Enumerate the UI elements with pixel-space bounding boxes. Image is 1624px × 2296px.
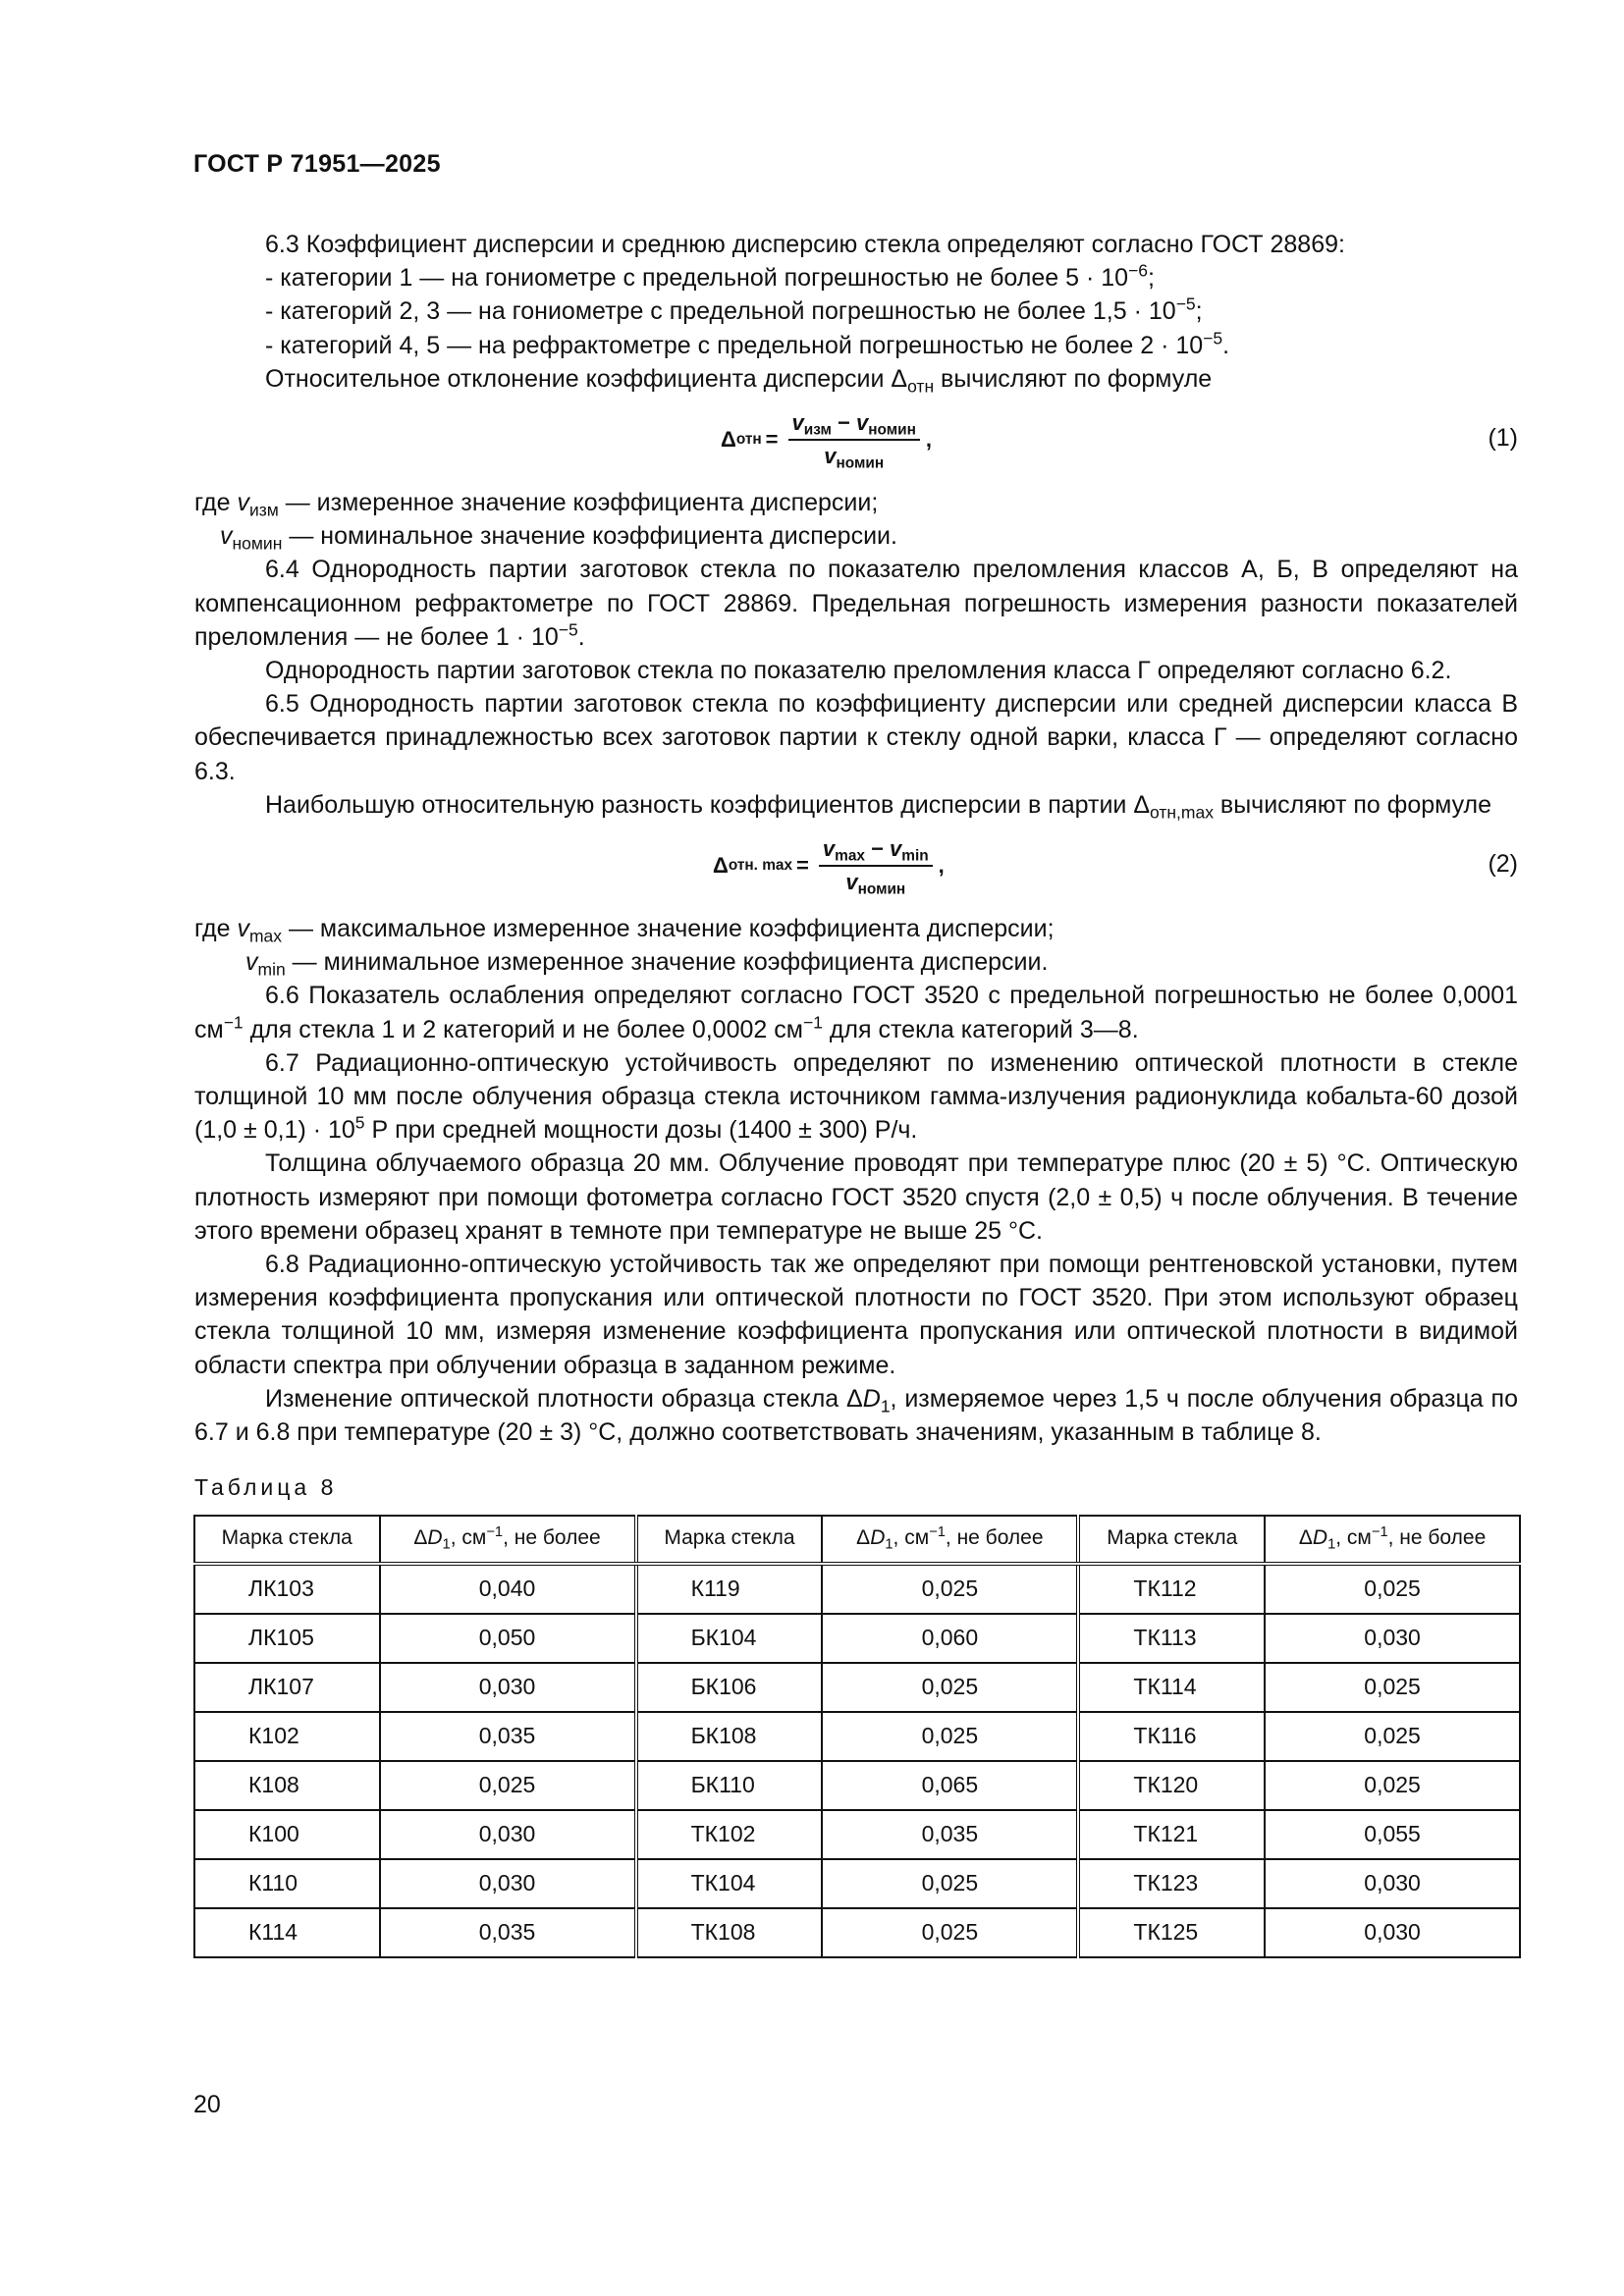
delta-value-cell: 0,025 [1265, 1564, 1520, 1614]
formula-2-number: (2) [1488, 850, 1518, 879]
delta-value-cell: 0,025 [1265, 1663, 1520, 1712]
list-item: - категорий 2, 3 — на гониометре с предельной погрешностью не более $1,5 \cdot 10^{-5}$; [265, 294, 1203, 326]
where-definition: где $v_{max}$ — максимальное измеренное значение коэффициента дисперсии; [194, 915, 1055, 946]
delta-value-cell: 0,035 [380, 1908, 636, 1957]
formula-1-expression: Δ отн = $\frac{v_{изм} - v_{номин}}{v_{номин}}$ , [721, 410, 932, 472]
formula-2-expression: Δ отн. max = $\frac{v_{max} - v_{min}}{v_{номин}}$ , [713, 836, 945, 898]
delta-value-cell: 0,025 [1265, 1761, 1520, 1810]
paragraph-relative-deviation: Относительное отклонение коэффициента дисперсии $\Delta_{отн}$ вычисляют по формуле [265, 364, 1213, 397]
paragraph-6-5: 6.5 Однородность партии заготовок стекла по коэффициенту дисперсии или средней дисперсии класса В обеспечивается принадлежностью всех заготовок партии к стеклу одной варки, класса Г — определяют согласно 6.3. [194, 690, 1518, 785]
delta-value-cell: 0,035 [822, 1810, 1078, 1859]
column-header: $\Delta D_1$, $см^{-1}$, не более [380, 1516, 636, 1564]
paragraph-6-7: 6.7 Радиационно-оптическую устойчивость определяют по изменению оптической плотности в стекле толщиной 10 мм после облучения образца стекла источником гамма-излучения радионуклида кобальта-60 дозой $(1,0 \pm 0,1) \cdot 10^5$ Р при средней мощности дозы (1400 ± 300) Р/ч. [194, 1048, 1518, 1145]
formula-1-number: (1) [1488, 424, 1518, 453]
page-number: 20 [193, 2091, 221, 2118]
paragraph-6-4-b: Однородность партии заготовок стекла по показателю преломления класса Г определяют согласно 6.2. [265, 657, 1452, 685]
glass-grade-cell: К100 [194, 1810, 380, 1859]
table-body [194, 1564, 1520, 1957]
paragraph-6-6: 6.6 Показатель ослабления определяют согласно ГОСТ 3520 с предельной погрешностью не более 0,0001 $см^{-1}$ для стекла 1 и 2 категорий и не более 0,0002 $см^{-1}$ для стекла категорий 3—8. [194, 982, 1518, 1043]
table-caption: Таблица 8 [194, 1474, 338, 1501]
delta-value-cell: 0,030 [380, 1859, 636, 1908]
table-row [194, 1810, 1520, 1859]
glass-grade-cell: ТК102 [636, 1810, 823, 1859]
column-header: Марка стекла [194, 1516, 380, 1564]
table-row [194, 1663, 1520, 1712]
delta-value-cell: 0,025 [822, 1859, 1078, 1908]
glass-grade-cell: ЛК103 [194, 1564, 380, 1614]
document-header: ГОСТ Р 71951—2025 [193, 150, 441, 178]
glass-grade-cell: ТК112 [1078, 1564, 1265, 1614]
glass-grade-cell: ЛК107 [194, 1663, 380, 1712]
delta-value-cell: 0,065 [822, 1761, 1078, 1810]
delta-value-cell: 0,060 [822, 1614, 1078, 1663]
delta-value-cell: 0,025 [822, 1564, 1078, 1614]
glass-grade-cell: К108 [194, 1761, 380, 1810]
glass-grade-cell: ТК121 [1078, 1810, 1265, 1859]
glass-grade-cell: ТК125 [1078, 1908, 1265, 1957]
paragraph-6-8-b: Изменение оптической плотности образца стекла $\Delta D_1$, измеряемое через 1,5 ч после облучения образца по 6.7 и 6.8 при температуре (20 ± 3) °С, должно соответствовать значениям, указанным в таблице 8. [194, 1384, 1518, 1447]
glass-grade-cell: ТК120 [1078, 1761, 1265, 1810]
glass-grade-cell: БК104 [636, 1614, 823, 1663]
glass-grade-cell: БК110 [636, 1761, 823, 1810]
glass-grade-cell: К102 [194, 1712, 380, 1761]
glass-grade-cell: ЛК105 [194, 1614, 380, 1663]
table-row [194, 1859, 1520, 1908]
glass-grade-cell: ТК123 [1078, 1859, 1265, 1908]
glass-grade-cell: ТК113 [1078, 1614, 1265, 1663]
where-definition: $v_{номин}$ — номинальное значение коэффициента дисперсии. [220, 522, 897, 554]
delta-value-cell: 0,025 [380, 1761, 636, 1810]
table-row [194, 1614, 1520, 1663]
glass-grade-cell: К110 [194, 1859, 380, 1908]
delta-value-cell: 0,030 [1265, 1614, 1520, 1663]
delta-value-cell: 0,030 [380, 1810, 636, 1859]
table-8 [193, 1515, 1521, 1958]
glass-grade-cell: БК108 [636, 1712, 823, 1761]
delta-value-cell: 0,040 [380, 1564, 636, 1614]
column-header: Марка стекла [636, 1516, 823, 1564]
delta-value-cell: 0,055 [1265, 1810, 1520, 1859]
table-row [194, 1761, 1520, 1810]
list-item: - категории 1 — на гониометре с предельной погрешностью не более $5 \cdot 10^{-6}$; [265, 260, 1155, 293]
column-header: $\Delta D_1$, $см^{-1}$, не более [1265, 1516, 1520, 1564]
delta-value-cell: 0,025 [822, 1663, 1078, 1712]
list-item: - категорий 4, 5 — на рефрактометре с предельной погрешностью не более $2 \cdot 10^{-5}$. [265, 327, 1230, 359]
glass-grade-cell: К119 [636, 1564, 823, 1614]
where-definition: где $v_{изм}$ — измеренное значение коэффициента дисперсии; [194, 489, 879, 520]
where-definition: $v_{min}$ — минимальное измеренное значение коэффициента дисперсии. [245, 948, 1049, 980]
delta-value-cell: 0,025 [1265, 1712, 1520, 1761]
delta-value-cell: 0,030 [1265, 1859, 1520, 1908]
document-body [194, 228, 1518, 1958]
table-row [194, 1564, 1520, 1614]
formula-1 [194, 401, 1518, 482]
glass-grade-cell: ТК116 [1078, 1712, 1265, 1761]
table-row [194, 1908, 1520, 1957]
delta-value-cell: 0,050 [380, 1614, 636, 1663]
column-header: Марка стекла [1078, 1516, 1265, 1564]
glass-grade-cell: БК106 [636, 1663, 823, 1712]
formula-2 [194, 828, 1518, 908]
table-header-row [194, 1516, 1520, 1564]
paragraph-6-5-b: Наибольшую относительную разность коэффициентов дисперсии в партии $\Delta_{отн,max}$ вычисляют по формуле [265, 790, 1492, 823]
delta-value-cell: 0,025 [822, 1712, 1078, 1761]
paragraph-6-3: 6.3 Коэффициент дисперсии и среднюю дисперсию стекла определяют согласно ГОСТ 28869: [265, 231, 1345, 258]
paragraph-6-7-b: Толщина облучаемого образца 20 мм. Облучение проводят при температуре плюс (20 ± 5) °С. Оптическую плотность измеряют при помощи фотометра согласно ГОСТ 3520 спустя (2,0 ± 0,5) ч после облучения. В течение этого времени образец хранят в темноте при температуре не выше 25 °С. [194, 1149, 1518, 1245]
delta-value-cell: 0,030 [1265, 1908, 1520, 1957]
paragraph-6-4: 6.4 Однородность партии заготовок стекла по показателю преломления классов А, Б, В определяют на компенсационном рефрактометре по ГОСТ 28869. Предельная погрешность измерения разности показателей преломления — не более $1 \cdot 10^{-5}$. [194, 556, 1518, 651]
delta-value-cell: 0,030 [380, 1663, 636, 1712]
glass-grade-cell: ТК114 [1078, 1663, 1265, 1712]
delta-value-cell: 0,035 [380, 1712, 636, 1761]
delta-value-cell: 0,025 [822, 1908, 1078, 1957]
glass-grade-cell: ТК104 [636, 1859, 823, 1908]
glass-grade-cell: ТК108 [636, 1908, 823, 1957]
table-row [194, 1712, 1520, 1761]
column-header: $\Delta D_1$, $см^{-1}$, не более [822, 1516, 1078, 1564]
glass-grade-cell: К114 [194, 1908, 380, 1957]
paragraph-6-8: 6.8 Радиационно-оптическую устойчивость так же определяют при помощи рентгеновской установки, путем измерения коэффициента пропускания или оптической плотности по ГОСТ 3520. При этом используют образец стекла толщиной 10 мм, измеряя изменение коэффициента пропускания или оптической плотности в видимой области спектра при облучении образца в заданном режиме. [194, 1251, 1518, 1379]
